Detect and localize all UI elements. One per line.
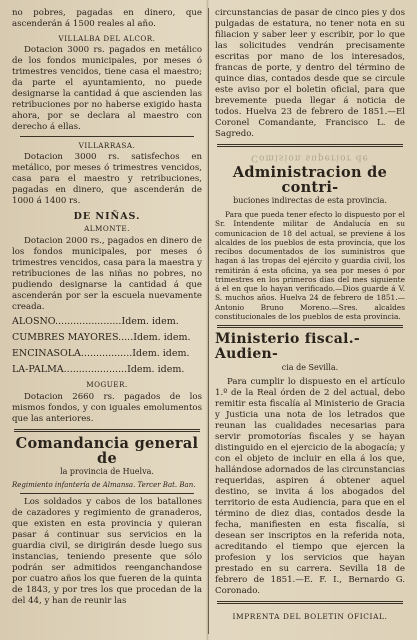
paragraph-villalba: Dotacion 3000 rs. pagados en metálico de los fondos municipales, por meses ó trimestres vencidos, tiene casa el maestro; da parte el ayuntamiento, no puede designarse la cantidad á que ascienden las retribuciones por no haberse exigido hasta ahora, por se declara al maestro con derecho á ellas. <box>12 45 202 133</box>
heading-moguer: MOGUER. <box>86 380 128 390</box>
paragraph-escuela-continuation: no pobres, pagadas en dinero, que ascenderán á 1500 reales al año. <box>12 8 202 29</box>
section-double-rule-right-2 <box>217 325 403 328</box>
section-double-rule-right <box>217 144 403 147</box>
regimiento-line: Regimiento infantería de Almansa. Tercer Bat. Ban. <box>12 481 196 490</box>
paragraph-circunstancias: circunstancias de pasar de cinco pies y dos pulgadas de estatura, no tener nota en su filiacion y saber leer y escribir, por lo que las solicitudes vendrán precisamente escritas por mano de los interesados, francas de porte, y dentro del término de quince dias, contados desde que se circule este aviso por el boletin oficial, para que brevemente pueda llegar á noticia de todos. Huelva 23 de febrero de 1851.—El Coronel Comandante, Francisco L. de Sagredo. <box>215 8 405 139</box>
paragraph-villarrasa: Dotacion 3000 rs. satisfechos en metálico, por meses ó trimestres vencidos, casa para el maestro y retribuciones, pagadas en dinero, que ascenderán de 1000 á 1400 rs. <box>12 152 202 207</box>
heading-administracion: Administracion de contri- <box>232 163 388 196</box>
paragraph-soldados: Los soldados y cabos de los batallones de cazadores y regimiento de granaderos, que existen en esta provincia y quieran pasar á continuar sus servicios en la guardia civil, se dirigirán desde luego sus instancias, teniendo presente que sólo podrán ser admitidos reenganchandose por cuatro años los que fueren de la quinta de 1843, y por tres los que procedan de la del 44, y han de reunir las <box>12 497 202 607</box>
list-item-la-palma: LA-PALMA.....................Idem. idem. <box>12 364 185 376</box>
heading-villalba: VILLALBA DEL ALCOR. <box>58 34 156 43</box>
heading-villarrasa: VILLARRASA. <box>78 141 136 151</box>
paragraph-administracion: Para que pueda tener efecto lo dispuesto por el Sr. Intendente militar de Andalucía en su comunicacion de 18 del actual, se previene á los alcaldes de los pueblos de esta provincia, que los recibos documentados de los suministros que hagan á las tropas del ejército y guardia civil, los remitirán á esta oficina, ya sea por meses ó por trimestres en los primeros dias del mes siguiente á el en que lo hayan verificado.—Dios guarde á V. S. muchos años. Huelva 24 de febrero de 1851.—Antonio Bruno Moreno.—Sres. alcaldes constitucionales de los pueblos de esta provincia. <box>215 210 405 321</box>
section-rule <box>20 136 194 137</box>
right-column <box>215 8 405 634</box>
paragraph-ministerio: Para cumplir lo dispuesto en el artículo 1.º de la Real órden de 2 del actual, debo remitir esta fiscalía al Ministerio de Gracia y Justicia una nota de los letrados que reunan las cualidades necesarias para servir promotorías fiscales y se hayan distinguido en el ejercicio de la abogacía; y con el objeto de incluir en ella á los que, hallándose adornados de las circunstancias requeridas, aspiren á obtener aquel destino, se invita á los abogados del territorio de esta Audiencia, para que en el término de diez dias, contados desde la fecha, manifiesten en esta fiscalía, si desean ser inscriptos en la referida nota, acreditando el tiempo que ejercen la profesion y los servicios que hayan prestado en su carrera. Sevilla 18 de febrero de 1851.—E. F. I., Bernardo G. Coronado. <box>215 376 405 596</box>
section-rule-2 <box>20 493 194 494</box>
list-item-alosno: ALOSNO......................Idem. idem. <box>12 315 179 327</box>
list-item-cumbres: CUMBRES MAYORES.....Idem. idem. <box>12 331 191 343</box>
subheading-administracion: buciones indirectas de esta provincia. <box>233 195 387 205</box>
subheading-comandancia: la provincia de Huelva. <box>60 467 154 477</box>
paragraph-almonte: Dotacion 2000 rs., pagados en dinero de los fondos municipales, por meses ó trimestres vencidos, casa para la maestra y retribuciones de las niñas no pobres, no pudiendo designarse la cantidad á que ascenderán por ser la escuela nuevamente creada. <box>12 235 202 312</box>
heading-almonte: ALMONTE. <box>84 223 130 233</box>
page-fold-shadow <box>206 0 209 640</box>
left-column <box>12 8 202 634</box>
subheading-ministerio: cia de Sevilla. <box>281 362 339 372</box>
list-item-encinasola: ENCINASOLA.................Idem. idem. <box>12 348 190 360</box>
heading-comandancia: Comandancia general de <box>15 434 199 467</box>
heading-de-ninas: DE NIÑAS. <box>73 211 141 223</box>
section-double-rule <box>14 429 200 432</box>
paragraph-moguer: Dotacion 2660 rs. pagados de los mismos fondos, y con iguales emolumentos que las anteriores. <box>12 391 202 424</box>
footer-rule <box>217 601 403 604</box>
bleed-through-text: Comision superior de <box>251 152 369 163</box>
admin-body <box>215 210 405 321</box>
heading-ministerio: Ministerio fiscal.-Audien- <box>215 331 360 362</box>
imprenta-footer: IMPRENTA DEL BOLETIN OFICIAL. <box>232 611 388 621</box>
